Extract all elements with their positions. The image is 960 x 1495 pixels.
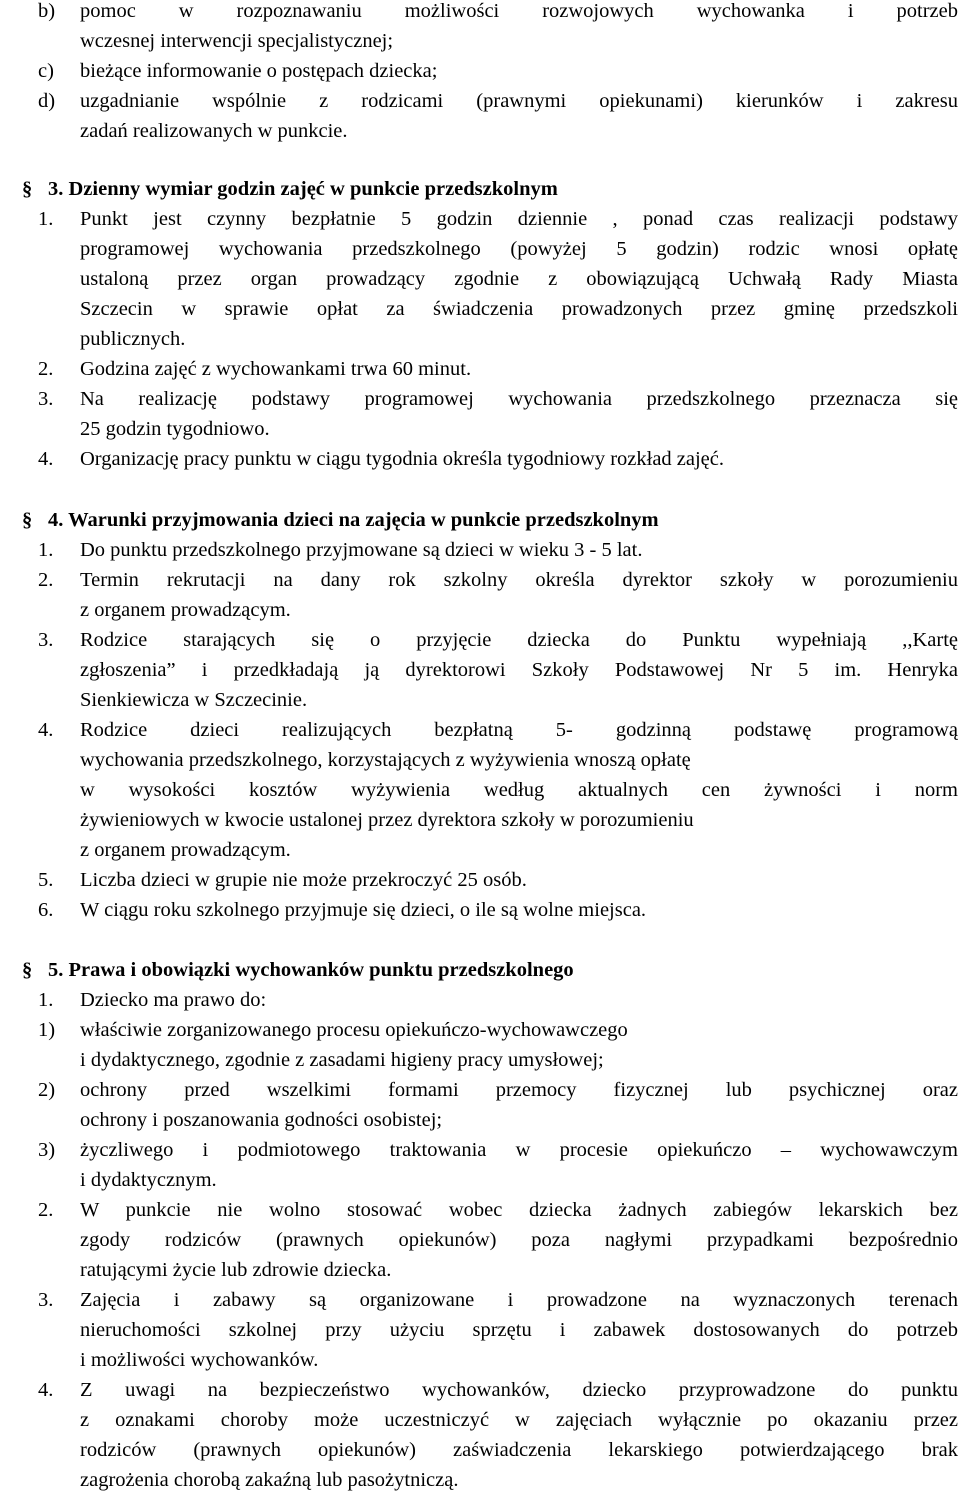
line-text: i dydaktycznego, zgodnie z zasadami higieny pracy umysłowej;	[80, 1049, 604, 1071]
line-text: uzgadnianie wspólnie z rodzicami (prawnymi opiekunami) kierunków i zakresu	[80, 90, 958, 112]
line-text: zgody rodziców (prawnych opiekunów) poza nagłymi przypadkami bezpośrednio	[80, 1229, 958, 1251]
list-marker: 3)	[38, 1139, 56, 1161]
line-text: Do punktu przedszkolnego przyjmowane są dzieci w wieku 3 - 5 lat.	[80, 539, 643, 561]
list-marker: 2)	[38, 1079, 56, 1101]
section-mark: §	[22, 959, 33, 981]
list-marker: 1.	[38, 539, 54, 561]
text-line	[0, 1315, 960, 1345]
text-line	[0, 865, 960, 895]
list-marker: b)	[38, 0, 56, 22]
text-line	[0, 1465, 960, 1495]
text-line	[0, 1375, 960, 1405]
line-text: nieruchomości szkolnej przy użyciu sprzętu i zabawek dostosowanych do potrzeb	[80, 1319, 958, 1341]
line-text: z organem prowadzącym.	[80, 839, 291, 861]
text-line	[0, 234, 960, 264]
line-text: wychowania przedszkolnego, korzystających z wyżywienia wnoszą opłatę	[80, 749, 691, 771]
line-text: wczesnej interwencji specjalistycznej;	[80, 30, 394, 52]
line-text: i możliwości wychowanków.	[80, 1349, 319, 1371]
text-line	[0, 1435, 960, 1465]
list-marker: 4.	[38, 1379, 54, 1401]
line-text: zgłoszenia” i przedkładają ją dyrektorowi Szkoły Podstawowej Nr 5 im. Henryka	[80, 659, 958, 681]
line-text: programowej wychowania przedszkolnego (powyżej 5 godzin) rodzic wnosi opłatę	[80, 238, 958, 260]
text-line	[0, 264, 960, 294]
text-line	[0, 0, 960, 26]
list-marker: 6.	[38, 899, 54, 921]
list-marker: 3.	[38, 629, 54, 651]
section-heading	[0, 955, 960, 985]
list-marker: 2.	[38, 1199, 54, 1221]
line-text: Termin rekrutacji na dany rok szkolny określa dyrektor szkoły w porozumieniu	[80, 569, 958, 591]
list-marker: 2.	[38, 569, 54, 591]
text-line	[0, 1285, 960, 1315]
text-line	[0, 204, 960, 234]
line-text: bieżące informowanie o postępach dziecka;	[80, 60, 438, 82]
text-line	[0, 56, 960, 86]
text-line	[0, 685, 960, 715]
line-text: W punkcie nie wolno stosować wobec dziecka żadnych zabiegów lekarskich bez	[80, 1199, 958, 1221]
line-text: Zajęcia i zabawy są organizowane i prowadzone na wyznaczonych terenach	[80, 1289, 958, 1311]
list-marker: d)	[38, 90, 56, 112]
text-line	[0, 1225, 960, 1255]
list-marker: 5.	[38, 869, 54, 891]
list-marker: 4.	[38, 448, 54, 470]
list-marker: 2.	[38, 358, 54, 380]
text-line	[0, 86, 960, 116]
text-line	[0, 414, 960, 444]
line-text: Na realizację podstawy programowej wychowania przedszkolnego przeznacza się	[80, 388, 958, 410]
text-line	[0, 835, 960, 865]
line-text: z organem prowadzącym.	[80, 599, 291, 621]
text-line	[0, 715, 960, 745]
list-marker: 3.	[38, 388, 54, 410]
text-line	[0, 294, 960, 324]
list-marker: 4.	[38, 719, 54, 741]
line-text: rodziców (prawnych opiekunów) zaświadczenia lekarskiego potwierdzającego brak	[80, 1439, 958, 1461]
text-line	[0, 625, 960, 655]
text-line	[0, 1165, 960, 1195]
line-text: Szczecin w sprawie opłat za świadczenia prowadzonych przez gminę przedszkoli	[80, 298, 958, 320]
line-text: zadań realizowanych w punkcie.	[80, 120, 348, 142]
text-line	[0, 1075, 960, 1105]
list-marker: 1.	[38, 208, 54, 230]
line-text: ustaloną przez organ prowadzący zgodnie z obowiązującą Uchwałą Rady Miasta	[80, 268, 958, 290]
line-text: w wysokości kosztów wyżywienia według aktualnych cen żywności i norm	[80, 779, 958, 801]
line-text: ochrony przed wszelkimi formami przemocy fizycznej lub psychicznej oraz	[80, 1079, 958, 1101]
text-line	[0, 895, 960, 925]
section-mark: §	[22, 509, 33, 531]
text-line	[0, 324, 960, 354]
text-line	[0, 26, 960, 56]
line-text: z oznakami choroby może uczestniczyć w zajęciach wyłącznie po okazaniu przez	[80, 1409, 958, 1431]
line-text: publicznych.	[80, 328, 186, 350]
line-text: W ciągu roku szkolnego przyjmuje się dzieci, o ile są wolne miejsca.	[80, 899, 647, 921]
list-marker: 1)	[38, 1019, 56, 1041]
text-line	[0, 116, 960, 146]
line-text: i dydaktycznym.	[80, 1169, 217, 1191]
text-line	[0, 444, 960, 474]
text-line	[0, 1345, 960, 1375]
text-line	[0, 535, 960, 565]
text-line	[0, 655, 960, 685]
section-title: 3. Dzienny wymiar godzin zajęć w punkcie przedszkolnym	[48, 178, 558, 200]
line-text: ochrony i poszanowania godności osobistej;	[80, 1109, 443, 1131]
list-marker: 3.	[38, 1289, 54, 1311]
line-text: Rodzice dzieci realizujących bezpłatną 5- godzinną podstawę programową	[80, 719, 958, 741]
section-heading	[0, 174, 960, 204]
text-line	[0, 985, 960, 1015]
section-title: 4. Warunki przyjmowania dzieci na zajęcia w punkcie przedszkolnym	[48, 509, 659, 531]
line-text: życzliwego i podmiotowego traktowania w procesie opiekuńczo – wychowawczym	[80, 1139, 958, 1161]
line-text: Rodzice starających się o przyjęcie dziecka do Punktu wypełniają ,,Kartę	[80, 629, 958, 651]
text-line	[0, 775, 960, 805]
list-marker: c)	[38, 60, 54, 82]
text-line	[0, 805, 960, 835]
line-text: właściwie zorganizowanego procesu opiekuńczo-wychowawczego	[80, 1019, 628, 1041]
section-title: 5. Prawa i obowiązki wychowanków punktu przedszkolnego	[48, 959, 574, 981]
section-heading	[0, 505, 960, 535]
text-line	[0, 1405, 960, 1435]
line-text: pomoc w rozpoznawaniu możliwości rozwojowych wychowanka i potrzeb	[80, 0, 958, 22]
text-line	[0, 384, 960, 414]
text-line	[0, 1015, 960, 1045]
line-text: żywieniowych w kwocie ustalonej przez dyrektora szkoły w porozumieniu	[80, 809, 694, 831]
text-line	[0, 1105, 960, 1135]
text-line	[0, 1135, 960, 1165]
section-mark: §	[22, 178, 33, 200]
text-line	[0, 565, 960, 595]
line-text: ratującymi życie lub zdrowie dziecka.	[80, 1259, 392, 1281]
text-line	[0, 354, 960, 384]
line-text: Sienkiewicza w Szczecinie.	[80, 689, 308, 711]
line-text: Organizację pracy punktu w ciągu tygodnia określa tygodniowy rozkład zajęć.	[80, 448, 725, 470]
text-line	[0, 1195, 960, 1225]
text-line	[0, 1255, 960, 1285]
line-text: Z uwagi na bezpieczeństwo wychowanków, dziecko przyprowadzone do punktu	[80, 1379, 958, 1401]
text-line	[0, 1045, 960, 1075]
text-line	[0, 745, 960, 775]
line-text: Liczba dzieci w grupie nie może przekroczyć 25 osób.	[80, 869, 527, 891]
line-text: 25 godzin tygodniowo.	[80, 418, 270, 440]
list-marker: 1.	[38, 989, 54, 1011]
text-line	[0, 595, 960, 625]
line-text: Dziecko ma prawo do:	[80, 989, 267, 1011]
line-text: Punkt jest czynny bezpłatnie 5 godzin dziennie , ponad czas realizacji podstawy	[80, 208, 958, 230]
line-text: zagrożenia chorobą zakaźną lub pasożytniczą.	[80, 1469, 459, 1491]
line-text: Godzina zajęć z wychowankami trwa 60 minut.	[80, 358, 472, 380]
